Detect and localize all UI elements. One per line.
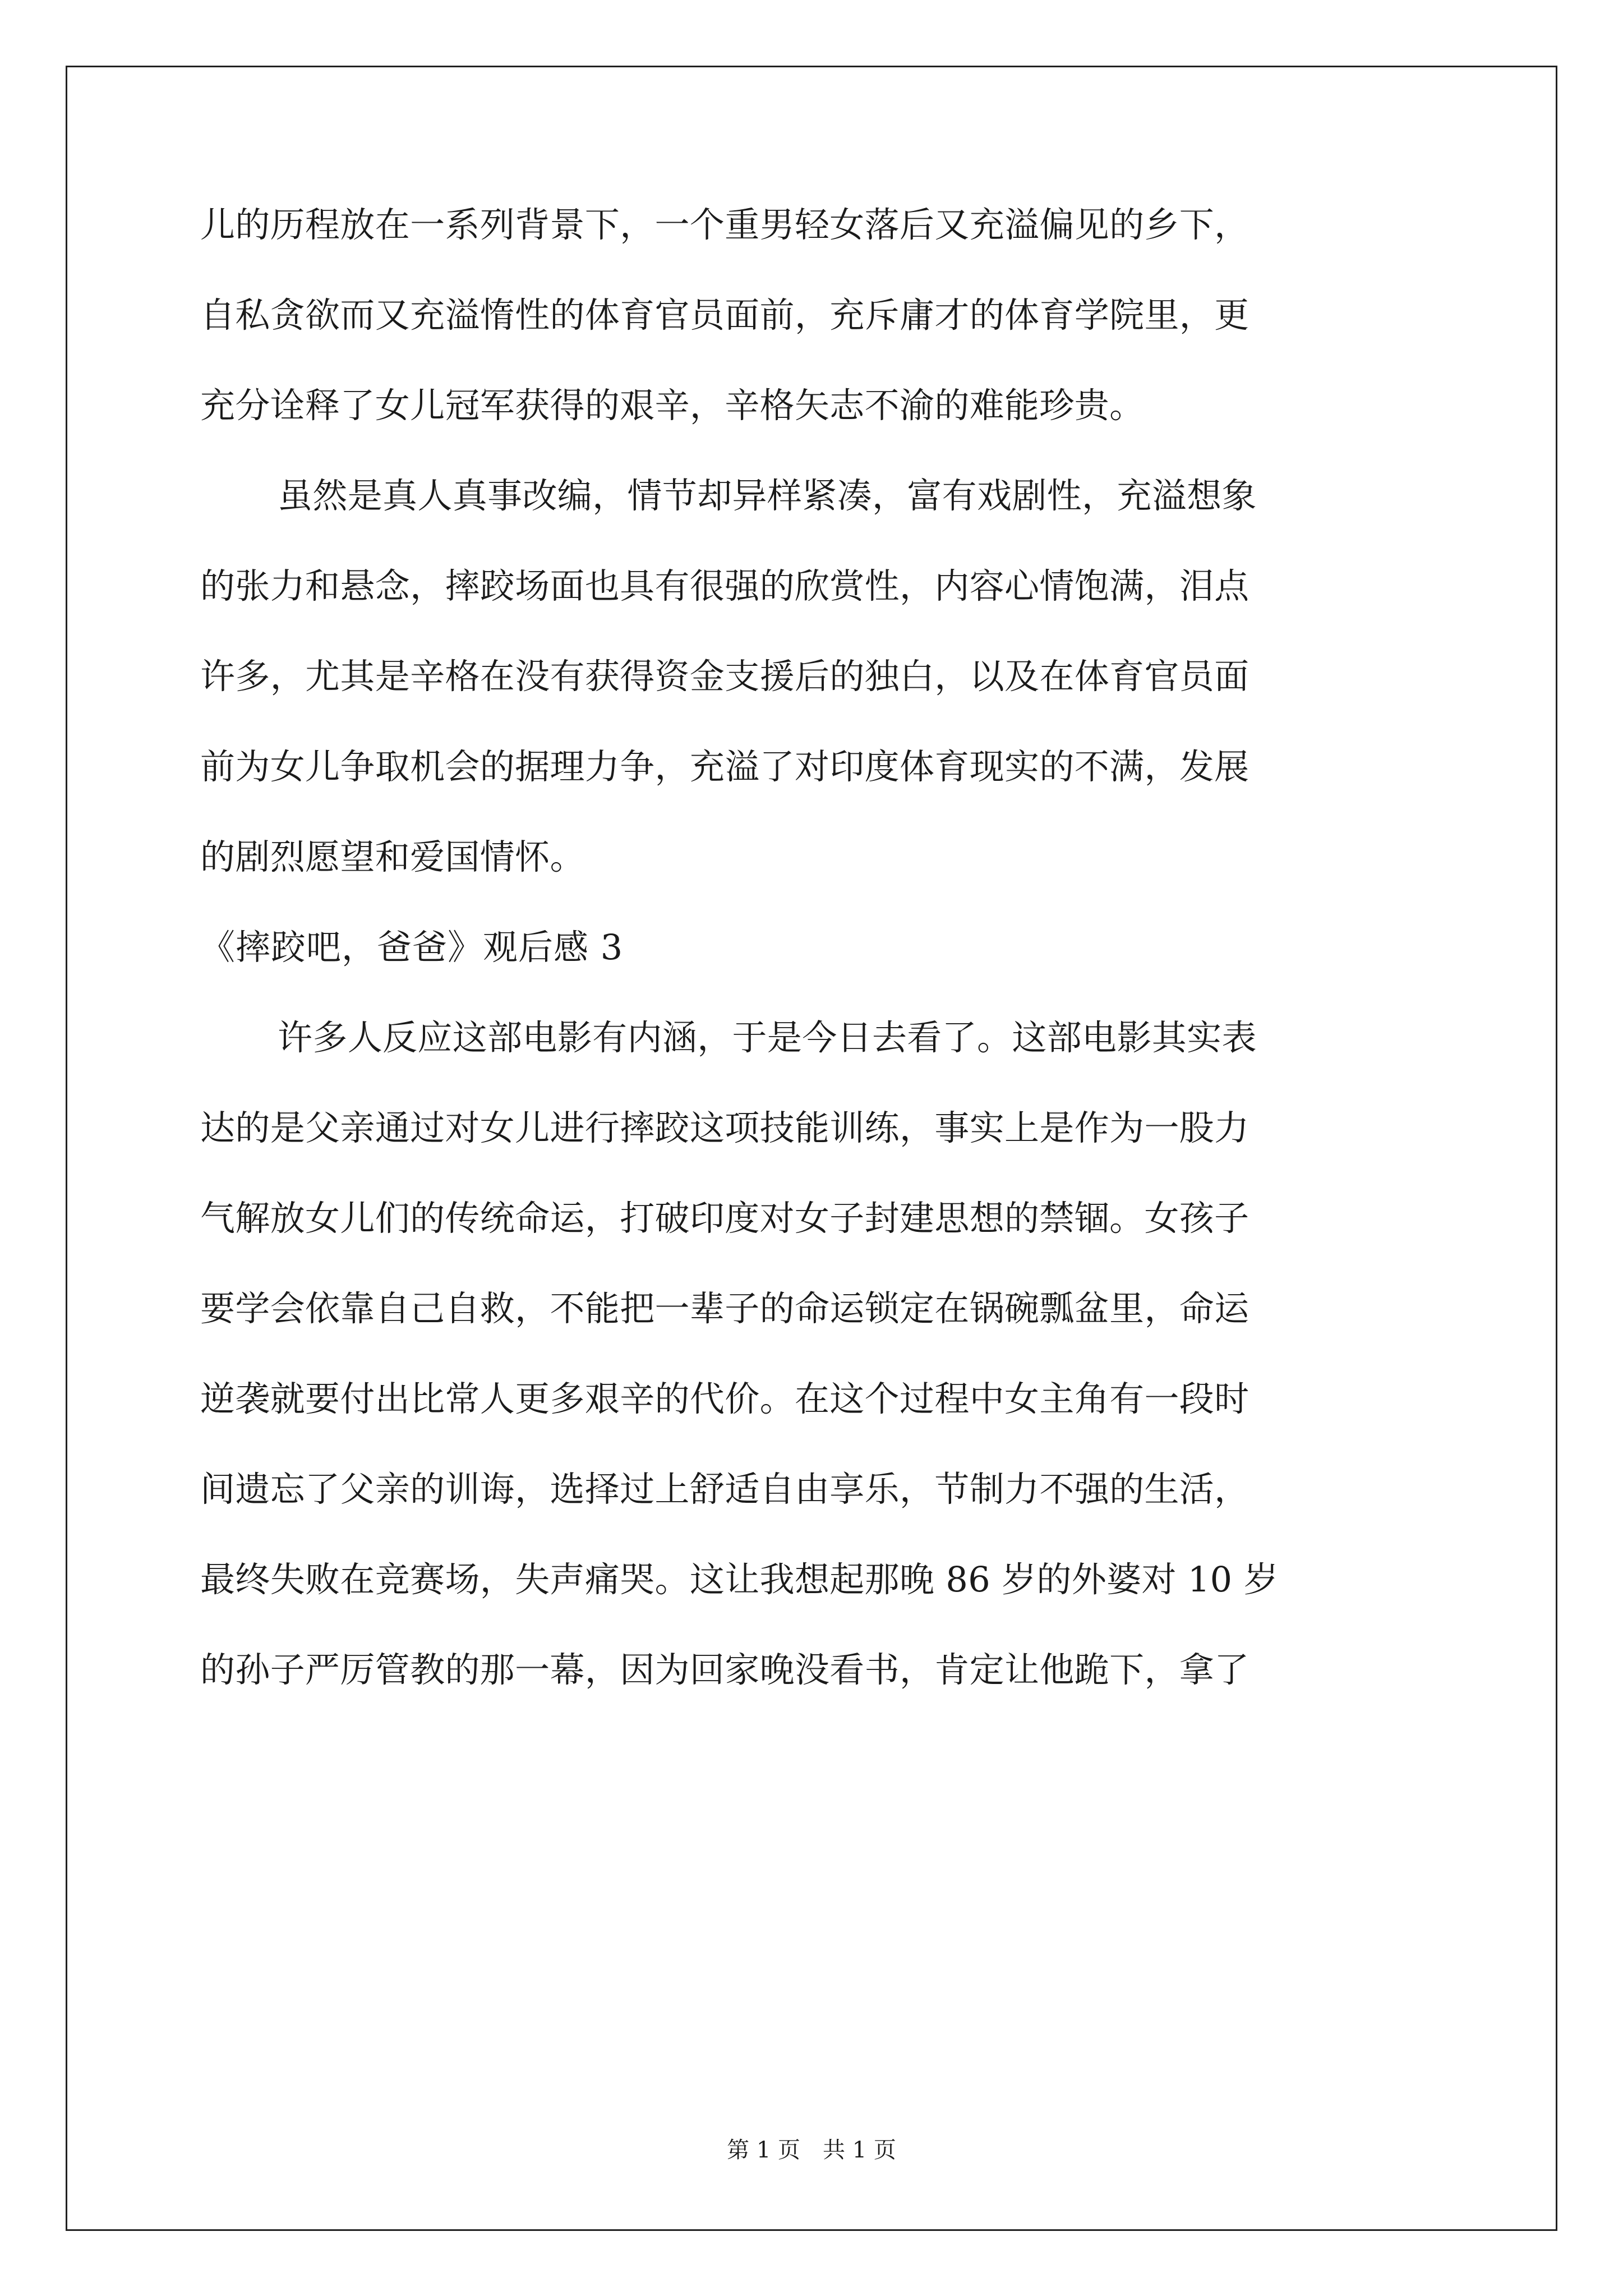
text-line: 儿的历程放在一系列背景下，一个重男轻女落后又充溢偏见的乡下， [200, 204, 1249, 245]
text-line: 许多人反应这部电影有内涵，于是今日去看了。这部电影其实表 [278, 1017, 1257, 1058]
text-line: 的孙子严厉管教的那一幕，因为回家晚没看书，肯定让他跪下，拿了 [200, 1649, 1249, 1690]
text-line: 许多，尤其是辛格在没有获得资金支援后的独白，以及在体育官员面 [200, 656, 1249, 697]
text-line: 前为女儿争取机会的据理力争，充溢了对印度体育现实的不满，发展 [200, 746, 1249, 787]
text-line: 气解放女儿们的传统命运，打破印度对女子封建思想的禁锢。女孩子 [200, 1198, 1249, 1239]
text-line: 达的是父亲通过对女儿进行摔跤这项技能训练，事实上是作为一股力 [200, 1107, 1249, 1148]
text-line: 间遗忘了父亲的训诲，选择过上舒适自由享乐，节制力不强的生活， [200, 1469, 1249, 1510]
document-body [200, 204, 1434, 1743]
text-line: 虽然是真人真事改编，情节却异样紧凑，富有戏剧性，充溢想象 [278, 475, 1257, 516]
text-line: 要学会依靠自己自救，不能把一辈子的命运锁定在锅碗瓢盆里，命运 [200, 1288, 1249, 1329]
text-line: 的剧烈愿望和爱国情怀。 [200, 836, 585, 877]
text-line: 充分诠释了女儿冠军获得的艰辛，辛格矢志不渝的难能珍贵。 [200, 385, 1145, 426]
text-line: 的张力和悬念，摔跤场面也具有很强的欣赏性，内容心情饱满，泪点 [200, 565, 1249, 606]
text-line: 最终失败在竞赛场，失声痛哭。这让我想起那晚 86 岁的外婆对 10 岁 [200, 1559, 1279, 1600]
text-line: 逆袭就要付出比常人更多艰辛的代价。在这个过程中女主角有一段时 [200, 1378, 1249, 1419]
page-number-footer: 第 1 页 共 1 页 [727, 2137, 896, 2163]
section-heading: 《摔跤吧，爸爸》观后感 3 [200, 927, 624, 968]
text-line: 自私贪欲而又充溢惰性的体育官员面前，充斥庸才的体育学院里，更 [200, 295, 1249, 335]
